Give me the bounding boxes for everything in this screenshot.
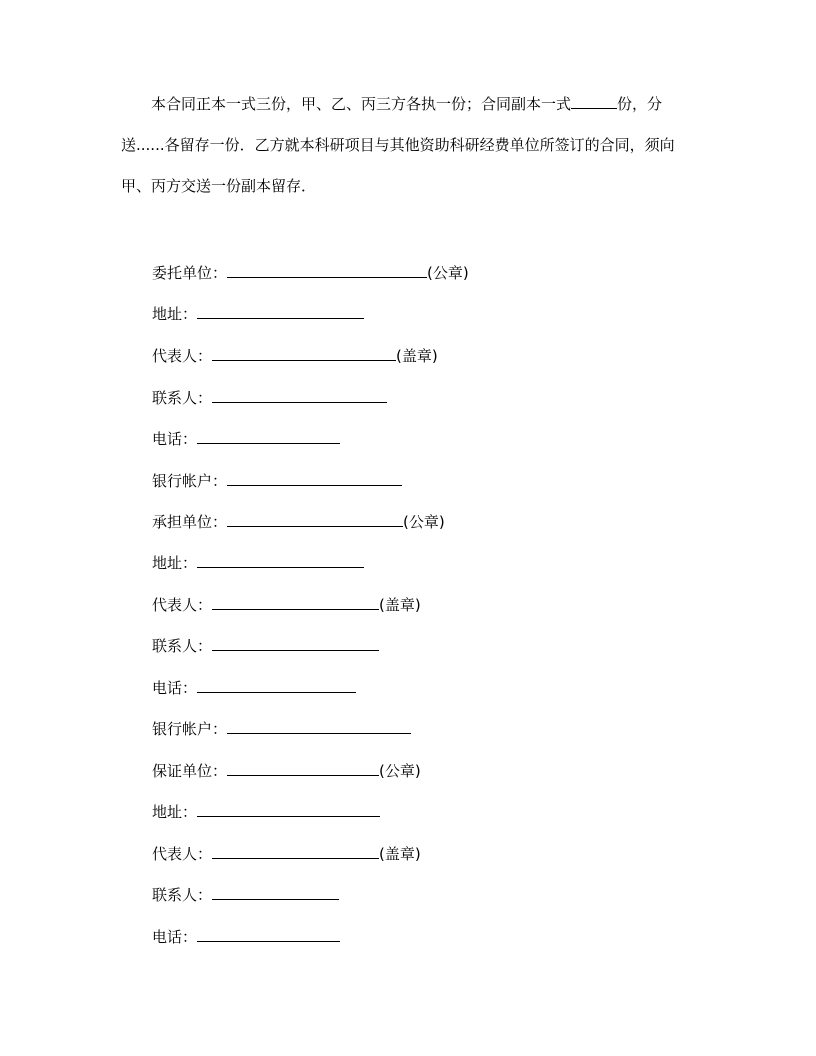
field-bank-account-1 (152, 469, 402, 491)
paragraph-part2: 份，分送......各留存一份．乙方就本科研项目与其他资助科研经费单位所签订的合同，须向甲、丙方交送一份副本留存． (121, 95, 675, 195)
address-2-blank[interactable] (197, 551, 364, 568)
paragraph-part1: 本合同正本一式三份，甲、乙、丙三方各执一份；合同副本一式 (151, 95, 572, 113)
field-label: 地址： (152, 803, 198, 821)
seal-note: (盖章) (379, 596, 421, 614)
seal-note: (公章) (379, 762, 421, 780)
representative-3-blank[interactable] (212, 842, 379, 859)
entrusting-unit-blank[interactable] (227, 261, 427, 278)
field-label: 联系人： (152, 637, 213, 655)
phone-3-blank[interactable] (197, 925, 340, 942)
field-contact-2 (152, 634, 379, 656)
field-phone-3 (152, 925, 340, 947)
field-contact-1 (152, 386, 387, 408)
contact-2-blank[interactable] (212, 634, 379, 651)
field-label: 银行帐户： (152, 720, 228, 738)
field-address-1 (152, 302, 364, 324)
field-label: 联系人： (152, 389, 213, 407)
bank-account-1-blank[interactable] (227, 469, 402, 486)
field-label: 联系人： (152, 886, 213, 904)
seal-note: (盖章) (379, 845, 421, 863)
address-3-blank[interactable] (197, 800, 380, 817)
field-label: 代表人： (152, 845, 213, 863)
field-contact-3 (152, 883, 339, 905)
field-label: 银行帐户： (152, 472, 228, 490)
bank-account-2-blank[interactable] (227, 717, 411, 734)
phone-2-blank[interactable] (197, 676, 356, 693)
field-phone-2 (152, 676, 356, 698)
field-label: 地址： (152, 554, 198, 572)
contact-3-blank[interactable] (212, 883, 339, 900)
field-representative-2 (152, 593, 421, 615)
field-label: 委托单位： (152, 264, 228, 282)
field-bank-account-2 (152, 717, 411, 739)
contact-1-blank[interactable] (212, 386, 387, 403)
field-address-2 (152, 551, 364, 573)
contract-copies-paragraph (121, 84, 701, 207)
field-label: 电话： (152, 430, 198, 448)
undertaking-unit-blank[interactable] (227, 510, 403, 527)
field-label: 地址： (152, 305, 198, 323)
field-representative-3 (152, 842, 421, 864)
representative-2-blank[interactable] (212, 593, 379, 610)
field-label: 电话： (152, 679, 198, 697)
seal-note: (公章) (403, 513, 445, 531)
representative-1-blank[interactable] (212, 344, 396, 361)
field-undertaking-unit (152, 510, 445, 532)
guarantor-unit-blank[interactable] (227, 759, 379, 776)
phone-1-blank[interactable] (197, 427, 340, 444)
field-entrusting-unit (152, 261, 469, 283)
seal-note: (盖章) (396, 347, 438, 365)
address-1-blank[interactable] (197, 302, 364, 319)
field-address-3 (152, 800, 380, 822)
field-label: 代表人： (152, 596, 213, 614)
field-label: 电话： (152, 928, 198, 946)
field-label: 保证单位： (152, 762, 228, 780)
seal-note: (公章) (427, 264, 469, 282)
field-representative-1 (152, 344, 438, 366)
field-label: 代表人： (152, 347, 213, 365)
copies-count-blank[interactable] (571, 92, 617, 109)
field-phone-1 (152, 427, 340, 449)
field-guarantor-unit (152, 759, 421, 781)
field-label: 承担单位： (152, 513, 228, 531)
